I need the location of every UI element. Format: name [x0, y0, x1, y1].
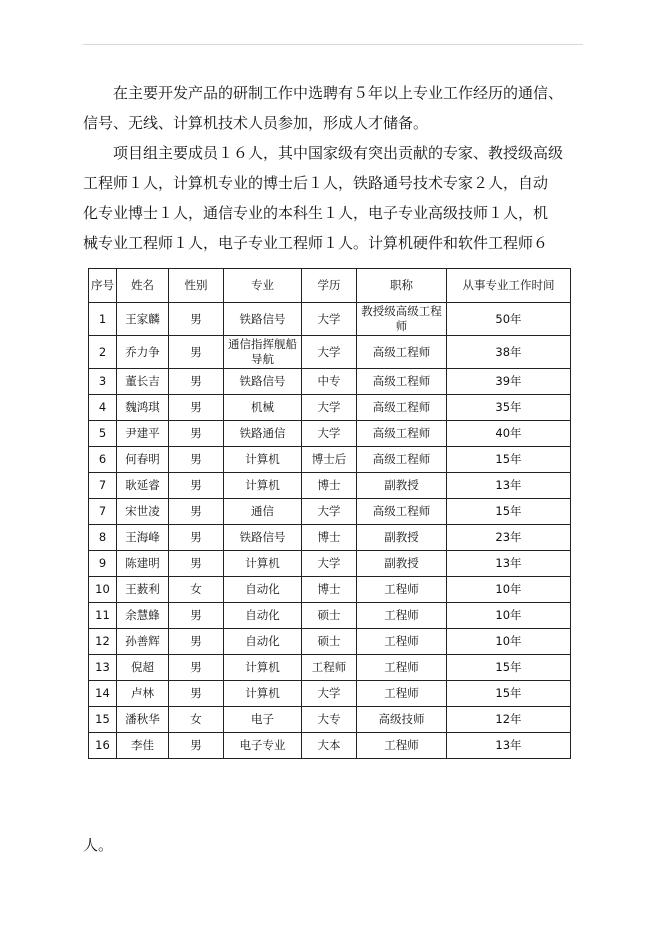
cell-index: 14 [89, 681, 117, 707]
trailing-text: 人。 [83, 836, 114, 854]
table-row [89, 551, 571, 577]
table-row [89, 525, 571, 551]
cell-gender: 男 [169, 629, 224, 655]
table-row [89, 447, 571, 473]
cell-major: 铁路信号 [224, 369, 302, 395]
cell-education: 博士 [302, 577, 357, 603]
cell-index: 13 [89, 655, 117, 681]
cell-index: 1 [89, 303, 117, 336]
cell-title: 高级工程师 [357, 395, 447, 421]
cell-name: 倪超 [117, 655, 169, 681]
cell-education: 硕士 [302, 603, 357, 629]
header-name: 姓名 [117, 269, 169, 303]
cell-title: 高级技师 [357, 707, 447, 733]
paragraph-line: 工程师１人，计算机专业的博士后１人，铁路通号技术专家２人，自动 [83, 174, 549, 192]
cell-name: 王薮利 [117, 577, 169, 603]
cell-major: 通信 [224, 499, 302, 525]
table-row [89, 733, 571, 759]
cell-major: 自动化 [224, 629, 302, 655]
cell-major: 铁路通信 [224, 421, 302, 447]
header-major: 专业 [224, 269, 302, 303]
cell-education: 大学 [302, 395, 357, 421]
cell-years: 38年 [447, 336, 571, 369]
cell-education: 博士 [302, 473, 357, 499]
header-gender: 性别 [169, 269, 224, 303]
cell-title: 高级工程师 [357, 336, 447, 369]
cell-name: 尹建平 [117, 421, 169, 447]
header-education: 学历 [302, 269, 357, 303]
paragraph-line: 项目组主要成员１６人，其中国家级有突出贡献的专家、教授级高级 [113, 144, 564, 162]
cell-education: 大本 [302, 733, 357, 759]
cell-gender: 男 [169, 681, 224, 707]
header-years: 从事专业工作时间 [447, 269, 571, 303]
cell-major: 自动化 [224, 577, 302, 603]
cell-gender: 男 [169, 336, 224, 369]
table-row [89, 369, 571, 395]
cell-name: 潘秋华 [117, 707, 169, 733]
cell-name: 乔力争 [117, 336, 169, 369]
header-rule [83, 44, 583, 45]
cell-title: 工程师 [357, 629, 447, 655]
cell-years: 50年 [447, 303, 571, 336]
cell-name: 董长吉 [117, 369, 169, 395]
paragraph-recruitment [83, 78, 583, 138]
cell-gender: 男 [169, 421, 224, 447]
cell-title: 工程师 [357, 577, 447, 603]
cell-gender: 男 [169, 551, 224, 577]
cell-education: 硕士 [302, 629, 357, 655]
cell-index: 16 [89, 733, 117, 759]
cell-years: 10年 [447, 629, 571, 655]
cell-gender: 男 [169, 655, 224, 681]
cell-education: 大学 [302, 499, 357, 525]
cell-index: 8 [89, 525, 117, 551]
table-row [89, 655, 571, 681]
cell-title: 副教授 [357, 525, 447, 551]
table-row [89, 707, 571, 733]
cell-name: 宋世凌 [117, 499, 169, 525]
cell-title: 教授级高级工程师 [357, 303, 447, 336]
cell-name: 余慧蜂 [117, 603, 169, 629]
cell-major: 铁路信号 [224, 525, 302, 551]
cell-title: 副教授 [357, 551, 447, 577]
cell-years: 10年 [447, 603, 571, 629]
cell-years: 13年 [447, 733, 571, 759]
cell-title: 工程师 [357, 681, 447, 707]
cell-index: 15 [89, 707, 117, 733]
cell-name: 魏鸿琪 [117, 395, 169, 421]
cell-gender: 男 [169, 395, 224, 421]
cell-education: 博士后 [302, 447, 357, 473]
table-row [89, 681, 571, 707]
cell-major: 计算机 [224, 655, 302, 681]
cell-education: 大学 [302, 336, 357, 369]
cell-title: 高级工程师 [357, 447, 447, 473]
cell-index: 6 [89, 447, 117, 473]
cell-index: 2 [89, 336, 117, 369]
staff-table-body [89, 303, 571, 759]
cell-name: 卢林 [117, 681, 169, 707]
cell-years: 13年 [447, 473, 571, 499]
cell-years: 35年 [447, 395, 571, 421]
cell-years: 40年 [447, 421, 571, 447]
cell-name: 何春明 [117, 447, 169, 473]
header-index: 序号 [89, 269, 117, 303]
table-row [89, 473, 571, 499]
cell-index: 5 [89, 421, 117, 447]
cell-index: 7 [89, 499, 117, 525]
header-title: 职称 [357, 269, 447, 303]
cell-gender: 男 [169, 369, 224, 395]
cell-education: 大学 [302, 303, 357, 336]
cell-index: 12 [89, 629, 117, 655]
staff-table [88, 268, 571, 759]
cell-name: 耿延睿 [117, 473, 169, 499]
cell-major: 计算机 [224, 681, 302, 707]
table-row [89, 303, 571, 336]
cell-gender: 男 [169, 447, 224, 473]
cell-education: 大学 [302, 421, 357, 447]
cell-gender: 男 [169, 473, 224, 499]
cell-title: 高级工程师 [357, 499, 447, 525]
cell-education: 大专 [302, 707, 357, 733]
cell-index: 9 [89, 551, 117, 577]
table-header-row [89, 269, 571, 303]
paragraph-line: 在主要开发产品的研制工作中选聘有５年以上专业工作经历的通信、 [113, 84, 564, 102]
cell-index: 7 [89, 473, 117, 499]
paragraph-line: 信号、无线、计算机技术人员参加，形成人才储备。 [83, 114, 429, 132]
cell-years: 13年 [447, 551, 571, 577]
table-row [89, 336, 571, 369]
cell-title: 高级工程师 [357, 369, 447, 395]
paragraph-team-members [83, 138, 583, 258]
table-row [89, 577, 571, 603]
cell-major: 计算机 [224, 447, 302, 473]
cell-years: 10年 [447, 577, 571, 603]
cell-title: 工程师 [357, 655, 447, 681]
cell-name: 孙善辉 [117, 629, 169, 655]
paragraph-line: 化专业博士１人，通信专业的本科生１人，电子专业高级技师１人，机 [83, 204, 549, 222]
cell-education: 中专 [302, 369, 357, 395]
cell-education: 大学 [302, 551, 357, 577]
cell-major: 机械 [224, 395, 302, 421]
cell-education: 大学 [302, 681, 357, 707]
cell-gender: 男 [169, 733, 224, 759]
cell-gender: 女 [169, 707, 224, 733]
cell-major: 电子专业 [224, 733, 302, 759]
cell-years: 23年 [447, 525, 571, 551]
cell-gender: 男 [169, 603, 224, 629]
cell-education: 工程师 [302, 655, 357, 681]
cell-years: 15年 [447, 681, 571, 707]
cell-years: 12年 [447, 707, 571, 733]
cell-years: 15年 [447, 655, 571, 681]
cell-gender: 女 [169, 577, 224, 603]
cell-index: 10 [89, 577, 117, 603]
cell-years: 15年 [447, 499, 571, 525]
cell-major: 铁路信号 [224, 303, 302, 336]
cell-name: 王海峰 [117, 525, 169, 551]
table-row [89, 603, 571, 629]
cell-gender: 男 [169, 525, 224, 551]
table-row [89, 421, 571, 447]
cell-title: 工程师 [357, 733, 447, 759]
cell-title: 副教授 [357, 473, 447, 499]
cell-index: 3 [89, 369, 117, 395]
table-row [89, 499, 571, 525]
paragraph-line: 械专业工程师１人，电子专业工程师１人。计算机硬件和软件工程师６ [83, 234, 549, 252]
cell-major: 通信指挥舰船导航 [224, 336, 302, 369]
table-row [89, 629, 571, 655]
cell-gender: 男 [169, 499, 224, 525]
cell-title: 工程师 [357, 603, 447, 629]
table-row [89, 395, 571, 421]
cell-education: 博士 [302, 525, 357, 551]
cell-name: 陈建明 [117, 551, 169, 577]
cell-gender: 男 [169, 303, 224, 336]
cell-major: 电子 [224, 707, 302, 733]
cell-major: 自动化 [224, 603, 302, 629]
cell-years: 15年 [447, 447, 571, 473]
cell-name: 王家麟 [117, 303, 169, 336]
cell-major: 计算机 [224, 551, 302, 577]
cell-index: 4 [89, 395, 117, 421]
cell-index: 11 [89, 603, 117, 629]
cell-name: 李佳 [117, 733, 169, 759]
cell-title: 高级工程师 [357, 421, 447, 447]
cell-years: 39年 [447, 369, 571, 395]
cell-major: 计算机 [224, 473, 302, 499]
